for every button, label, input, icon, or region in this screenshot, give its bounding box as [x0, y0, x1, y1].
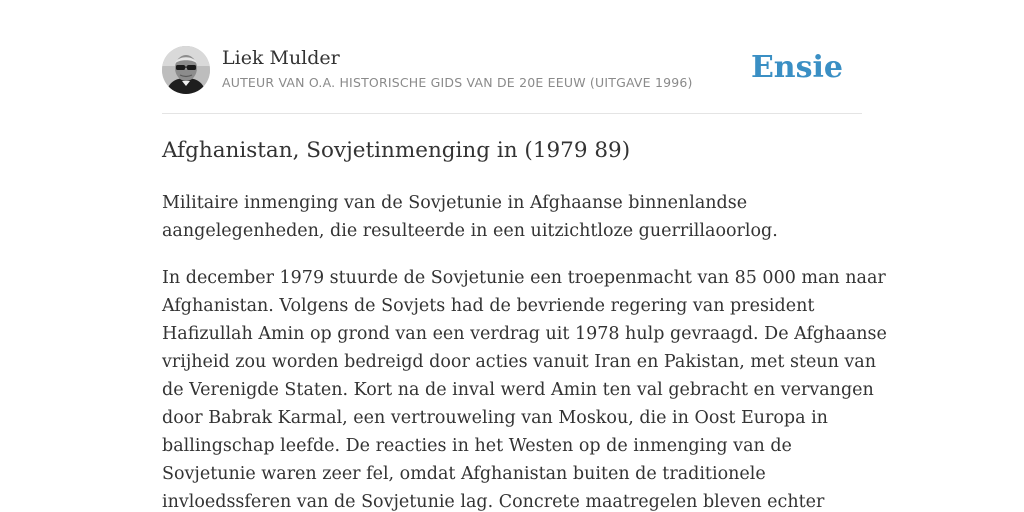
author-portrait-image — [162, 46, 210, 94]
body-line: Sovjetunie waren zeer fel, omdat Afghanistan buiten de traditionele — [162, 464, 766, 484]
article-body — [162, 264, 887, 512]
author-header — [162, 46, 862, 96]
author-name[interactable]: Liek Mulder — [222, 47, 340, 69]
body-line: ballingschap leefde. De reacties in het Westen op de inmenging van de — [162, 436, 792, 456]
body-line: de Verenigde Staten. Kort na de inval werd Amin ten val gebracht en vervangen — [162, 380, 874, 400]
author-avatar[interactable] — [162, 46, 210, 94]
article-title: Afghanistan, Sovjetinmenging in (1979 89) — [162, 138, 631, 163]
body-line: door Babrak Karmal, een vertrouweling van Moskou, die in Oost Europa in — [162, 408, 828, 428]
intro-line: Militaire inmenging van de Sovjetunie in Afghaanse binnenlandse — [162, 193, 748, 213]
body-line: In december 1979 stuurde de Sovjetunie een troepenmacht van 85 000 man naar — [162, 268, 886, 288]
body-line: invloedssferen van de Sovjetunie lag. Concrete maatregelen bleven echter — [162, 492, 825, 512]
header-divider — [162, 113, 862, 114]
body-line: vrijheid zou worden bedreigd door acties vanuit Iran en Pakistan, met steun van — [162, 352, 877, 372]
ensie-logo-link[interactable]: Ensie — [750, 50, 843, 85]
article-intro — [162, 189, 867, 245]
body-line: Afghanistan. Volgens de Sovjets had de bevriende regering van president — [162, 296, 815, 316]
intro-line: aangelegenheden, die resulteerde in een uitzichtloze guerrillaoorlog. — [162, 221, 778, 241]
body-line: Hafizullah Amin op grond van een verdrag uit 1978 hulp gevraagd. De Afghaanse — [162, 324, 887, 344]
author-description: AUTEUR VAN O.A. HISTORISCHE GIDS VAN DE 20E EEUW (UITGAVE 1996) — [222, 75, 693, 90]
